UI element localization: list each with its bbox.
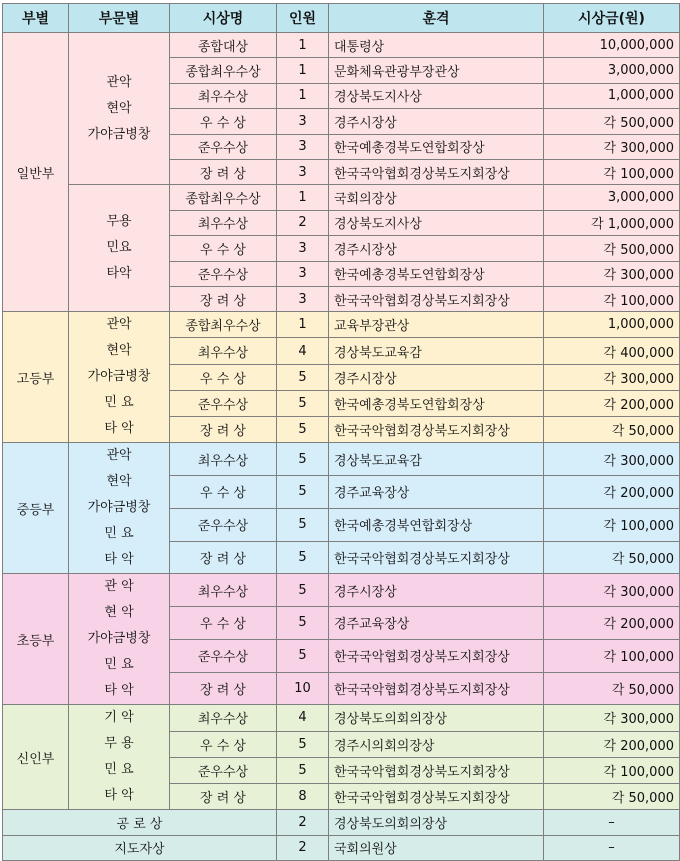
category-line: 관 악 [104,579,134,595]
category-cell [69,443,170,574]
prize-cell: 각 500,000 [544,109,680,134]
category-line: 타 악 [104,552,134,568]
prize-cell: 1,000,000 [544,312,680,338]
header-count: 인원 [277,4,329,33]
title-cell: 경상북도지사상 [329,83,544,108]
count-cell: 5 [277,639,329,672]
prize-cell: 각 1,000,000 [544,210,680,235]
prize-cell: 각 200,000 [544,607,680,640]
award-name-cell: 우 수 상 [170,109,277,134]
count-cell: 5 [277,443,329,476]
count-cell: 2 [277,210,329,235]
prize-cell: 각 300,000 [544,574,680,607]
category-line: 타 악 [104,788,134,804]
title-cell: 한국예총경북연합회장상 [329,508,544,541]
award-name-cell: 장 려 상 [170,784,277,810]
title-cell: 교육부장관상 [329,312,544,338]
count-cell: 8 [277,784,329,810]
award-name-cell: 장 려 상 [170,286,277,311]
award-name-cell: 장 려 상 [170,159,277,184]
count-cell: 1 [277,58,329,83]
title-cell: 한국국악협회경상북도지회장상 [329,286,544,311]
table-row [3,705,680,731]
count-cell: 10 [277,672,329,705]
category-line: 민 요 [104,762,134,778]
count-cell: 5 [277,731,329,757]
count-cell: 5 [277,390,329,416]
header-category: 부문별 [69,4,170,33]
prize-cell: – [544,835,680,860]
prize-cell: 각 50,000 [544,541,680,574]
prize-cell: 3,000,000 [544,185,680,210]
title-cell: 문화체육관광부장관상 [329,58,544,83]
header-prize: 시상금(원) [544,4,680,33]
prize-cell: 각 200,000 [544,731,680,757]
title-cell: 한국국악협회경상북도지회장상 [329,417,544,443]
count-cell: 1 [277,312,329,338]
category-cell [69,705,170,810]
count-cell: 3 [277,134,329,159]
table-header [3,4,680,33]
table-row [3,312,680,338]
category-line: 무용 [106,214,132,230]
award-name-cell: 준우수상 [170,639,277,672]
category-line: 현악 [106,100,132,116]
count-cell: 5 [277,508,329,541]
header-title: 훈격 [329,4,544,33]
prize-cell: 각 300,000 [544,364,680,390]
prize-cell: 각 300,000 [544,261,680,286]
table-row [3,33,680,58]
award-name-cell: 종합최우수상 [170,58,277,83]
category-line: 민 요 [104,395,134,411]
title-cell: 경상북도교육감 [329,338,544,364]
prize-cell: 3,000,000 [544,58,680,83]
count-cell: 5 [277,574,329,607]
count-cell: 4 [277,705,329,731]
count-cell: 5 [277,607,329,640]
award-name-cell: 우 수 상 [170,236,277,261]
award-name-cell: 준우수상 [170,261,277,286]
title-cell: 경상북도의회의장상 [329,810,544,835]
title-cell: 경주시의회의장상 [329,731,544,757]
title-cell: 대통령상 [329,33,544,58]
title-cell: 경주시장상 [329,574,544,607]
category-line: 현악 [106,474,132,490]
category-cell [69,574,170,705]
title-cell: 경주시장상 [329,236,544,261]
category-cell [69,33,170,185]
award-name-cell: 준우수상 [170,508,277,541]
title-cell: 경상북도교육감 [329,443,544,476]
category-line: 가야금병창 [87,631,151,647]
award-name-cell: 장 려 상 [170,417,277,443]
count-cell: 1 [277,185,329,210]
count-cell: 3 [277,159,329,184]
award-name-cell: 최우수상 [170,574,277,607]
category-line: 타 악 [104,683,134,699]
title-cell: 한국국악협회경상북도지회장상 [329,159,544,184]
header-division: 부별 [3,4,69,33]
category-line: 타악 [106,266,132,282]
award-name-cell: 장 려 상 [170,541,277,574]
title-cell: 한국예총경북도연합회장상 [329,134,544,159]
award-name-cell: 준우수상 [170,134,277,159]
category-line: 가야금병창 [87,369,151,385]
prize-cell: 각 100,000 [544,508,680,541]
division-cell-middle: 중등부 [3,443,69,574]
title-cell: 한국국악협회경상북도지회장상 [329,757,544,783]
title-cell: 경주시장상 [329,109,544,134]
title-cell: 경주시장상 [329,364,544,390]
award-name-cell: 종합최우수상 [170,185,277,210]
category-line: 타 악 [104,421,134,437]
title-cell: 국회의장상 [329,185,544,210]
title-cell: 한국국악협회경상북도지회장상 [329,784,544,810]
division-cell-general: 일반부 [3,33,69,312]
award-name-cell: 최우수상 [170,83,277,108]
table-row-special [3,835,680,860]
award-name-cell: 장 려 상 [170,672,277,705]
prize-cell: 1,000,000 [544,83,680,108]
count-cell: 5 [277,417,329,443]
category-cell [69,312,170,443]
table-body [3,33,680,861]
award-name-cell: 준우수상 [170,757,277,783]
prize-cell: 각 300,000 [544,134,680,159]
title-cell: 국회의원상 [329,835,544,860]
prize-cell: 각 50,000 [544,417,680,443]
prize-cell: 각 100,000 [544,159,680,184]
prize-cell: 각 200,000 [544,390,680,416]
award-name-cell: 우 수 상 [170,731,277,757]
division-cell-high: 고등부 [3,312,69,443]
prize-cell: 각 100,000 [544,639,680,672]
category-line: 관악 [106,74,132,90]
division-cell-elementary: 초등부 [3,574,69,705]
title-cell: 경주교육장상 [329,476,544,509]
prize-cell: 각 100,000 [544,286,680,311]
special-award-name: 공 로 상 [3,810,277,835]
award-name-cell: 최우수상 [170,338,277,364]
count-cell: 3 [277,286,329,311]
prize-cell: 각 400,000 [544,338,680,364]
count-cell: 2 [277,835,329,860]
count-cell: 4 [277,338,329,364]
count-cell: 1 [277,33,329,58]
header-row [3,4,680,33]
count-cell: 3 [277,109,329,134]
prize-cell: 10,000,000 [544,33,680,58]
category-line: 가야금병창 [87,126,151,142]
category-line: 관악 [106,317,132,333]
prize-cell: 각 200,000 [544,476,680,509]
prize-cell: 각 300,000 [544,443,680,476]
prize-cell: – [544,810,680,835]
award-name-cell: 최우수상 [170,705,277,731]
category-line: 민 요 [104,526,134,542]
award-name-cell: 종합최우수상 [170,312,277,338]
award-table [2,3,680,861]
count-cell: 5 [277,364,329,390]
count-cell: 3 [277,261,329,286]
award-name-cell: 준우수상 [170,390,277,416]
division-cell-newcomer: 신인부 [3,705,69,810]
table-row [3,443,680,476]
count-cell: 5 [277,541,329,574]
count-cell: 5 [277,757,329,783]
category-line: 민요 [106,240,132,256]
category-cell [69,185,170,312]
title-cell: 경주교육장상 [329,607,544,640]
count-cell: 1 [277,83,329,108]
prize-cell: 각 100,000 [544,757,680,783]
award-name-cell: 우 수 상 [170,607,277,640]
prize-cell: 각 50,000 [544,784,680,810]
title-cell: 한국예총경북도연합회장상 [329,390,544,416]
table-row [3,574,680,607]
category-line: 기 악 [104,710,134,726]
award-name-cell: 종합대상 [170,33,277,58]
count-cell: 3 [277,236,329,261]
title-cell: 한국국악협회경상북도지회장상 [329,541,544,574]
title-cell: 한국국악협회경상북도지회장상 [329,672,544,705]
category-line: 현악 [106,343,132,359]
count-cell: 2 [277,810,329,835]
prize-cell: 각 500,000 [544,236,680,261]
category-line: 가야금병창 [87,500,151,516]
table-row-special [3,810,680,835]
prize-cell: 각 300,000 [544,705,680,731]
title-cell: 경상북도의회의장상 [329,705,544,731]
prize-cell: 각 50,000 [544,672,680,705]
category-line: 민 요 [104,657,134,673]
header-award-name: 시상명 [170,4,277,33]
title-cell: 경상북도지사상 [329,210,544,235]
category-line: 관악 [106,448,132,464]
award-name-cell: 최우수상 [170,443,277,476]
title-cell: 한국예총경북도연합회장상 [329,261,544,286]
special-award-name: 지도자상 [3,835,277,860]
award-name-cell: 우 수 상 [170,364,277,390]
title-cell: 한국국악협회경상북도지회장상 [329,639,544,672]
count-cell: 5 [277,476,329,509]
category-line: 현 악 [104,605,134,621]
award-name-cell: 최우수상 [170,210,277,235]
table-row [3,185,680,210]
award-name-cell: 우 수 상 [170,476,277,509]
category-line: 무 용 [104,736,134,752]
